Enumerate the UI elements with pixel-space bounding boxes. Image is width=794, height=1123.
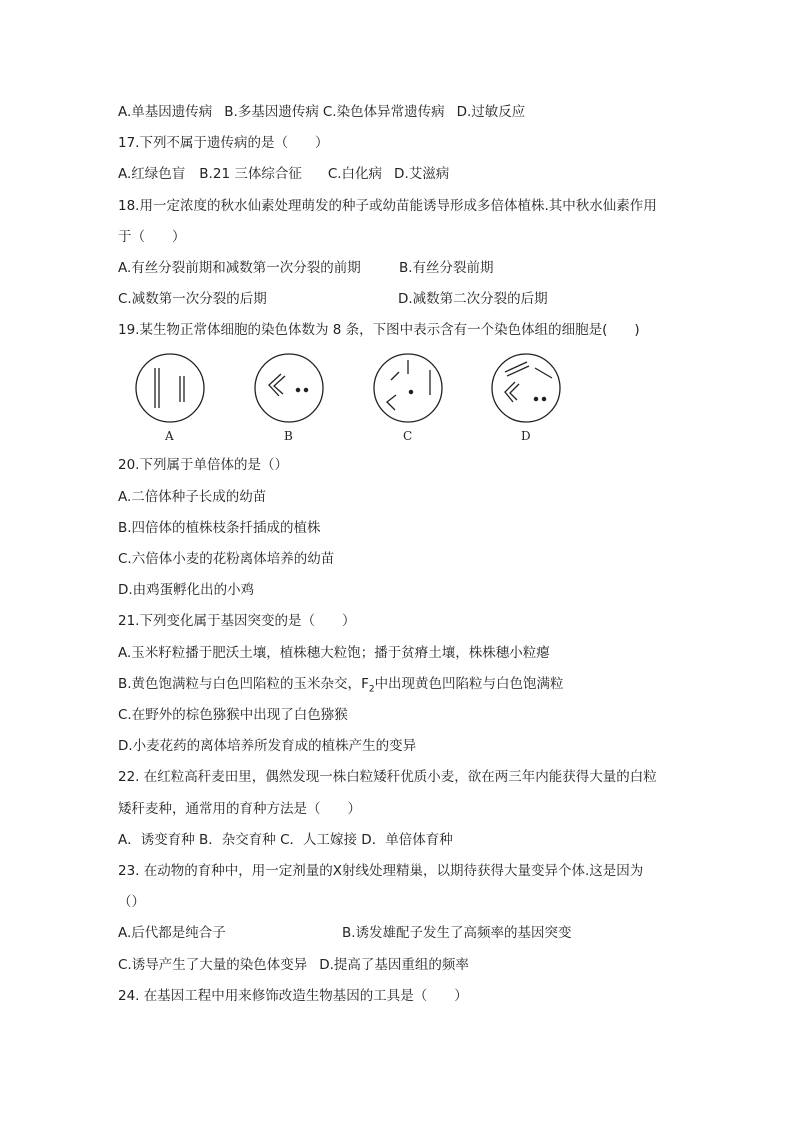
q18-stem-line1: 18.用一定浓度的秋水仙素处理萌发的种子或幼苗能诱导形成多倍体植株.其中秋水仙素作用 [118, 198, 657, 214]
q18-option-d: D.减数第二次分裂的后期 [398, 291, 548, 307]
q22-stem-line1: 22. 在红粒高秆麦田里，偶然发现一株白粒矮秆优质小麦，欲在两三年内能获得大量的白粒 [118, 769, 657, 785]
q19-figures [125, 350, 565, 443]
q23-stem-line1: 23. 在动物的育种中，用一定剂量的X射线处理精巢，以期待获得大量变异个体.这是因为 [118, 863, 644, 879]
q20-stem: 20.下列属于单倍体的是（） [118, 457, 288, 473]
q22-options: A．诱变育种 B．杂交育种 C．人工嫁接 D．单倍体育种 [118, 832, 453, 848]
q17-option-c: C.白化病 [327, 166, 383, 182]
q21-option-c: C.在野外的棕色猕猴中出现了白色猕猴 [118, 707, 348, 723]
q16-option-c: C.染色体异常遗传病 [322, 104, 445, 120]
cell-figure-b [255, 354, 323, 422]
q18-option-a: A.有丝分裂前期和减数第一次分裂的前期 [118, 260, 361, 276]
q24-stem: 24. 在基因工程中用来修饰改造生物基因的工具是（ ） [118, 988, 468, 1004]
q17-stem: 17.下列不属于遗传病的是（ ） [118, 135, 329, 151]
q18-option-b: B.有丝分裂前期 [399, 260, 494, 276]
figure-label-a: A [165, 429, 174, 443]
q17-option-d: D.艾滋病 [394, 166, 450, 182]
q23-option-b: B.诱发雄配子发生了高频率的基因突变 [342, 925, 572, 941]
q17-option-b: B.21 三体综合征 [199, 166, 302, 182]
cell-figure-c [374, 354, 442, 422]
q23-option-cd: C.诱导产生了大量的染色体变异 D.提高了基因重组的频率 [118, 957, 469, 973]
q23-stem-line2: （） [118, 894, 145, 910]
q16-option-d: D.过敏反应 [456, 104, 526, 120]
q16-options [118, 103, 525, 121]
figure-label-b: B [284, 429, 293, 443]
figure-label-d: D [521, 429, 531, 443]
q18-stem-line2: 于（ ） [118, 229, 186, 245]
q20-option-a: A.二倍体种子长成的幼苗 [118, 489, 267, 505]
q16-option-b: B.多基因遗传病 [224, 104, 319, 120]
q20-option-c: C.六倍体小麦的花粉离体培养的幼苗 [118, 551, 335, 567]
q19-stem: 19.某生物正常体细胞的染色体数为 8 条，下图中表示含有一个染色体组的细胞是( ) [118, 322, 640, 338]
q20-option-d: D.由鸡蛋孵化出的小鸡 [118, 582, 255, 598]
q17-options [118, 165, 449, 183]
figure-label-c: C [403, 429, 413, 443]
q23-option-a: A.后代都是纯合子 [118, 925, 226, 941]
q18-option-c: C.减数第一次分裂的后期 [118, 291, 267, 307]
cell-figure-a [136, 354, 204, 422]
cell-diagrams [125, 350, 565, 430]
q16-option-a: A.单基因遗传病 [118, 104, 213, 120]
q22-stem-line2: 矮秆麦种，通常用的育种方法是（ ） [118, 801, 361, 817]
q17-option-a: A.红绿色盲 [118, 166, 186, 182]
q21-option-a: A.玉米籽粒播于肥沃土壤，植株穗大粒饱；播于贫瘠土壤，株株穗小粒瘪 [118, 645, 550, 661]
q21-option-d: D.小麦花药的离体培养所发育成的植株产生的变异 [118, 738, 417, 754]
q21-option-b: B.黄色饱满粒与白色凹陷粒的玉米杂交，$F_2$中出现黄色凹陷粒与白色饱满粒 [118, 676, 564, 695]
q20-option-b: B.四倍体的植株枝条扦插成的植株 [118, 520, 321, 536]
q21-stem: 21.下列变化属于基因突变的是（ ） [118, 613, 356, 629]
cell-figure-d [492, 354, 560, 422]
